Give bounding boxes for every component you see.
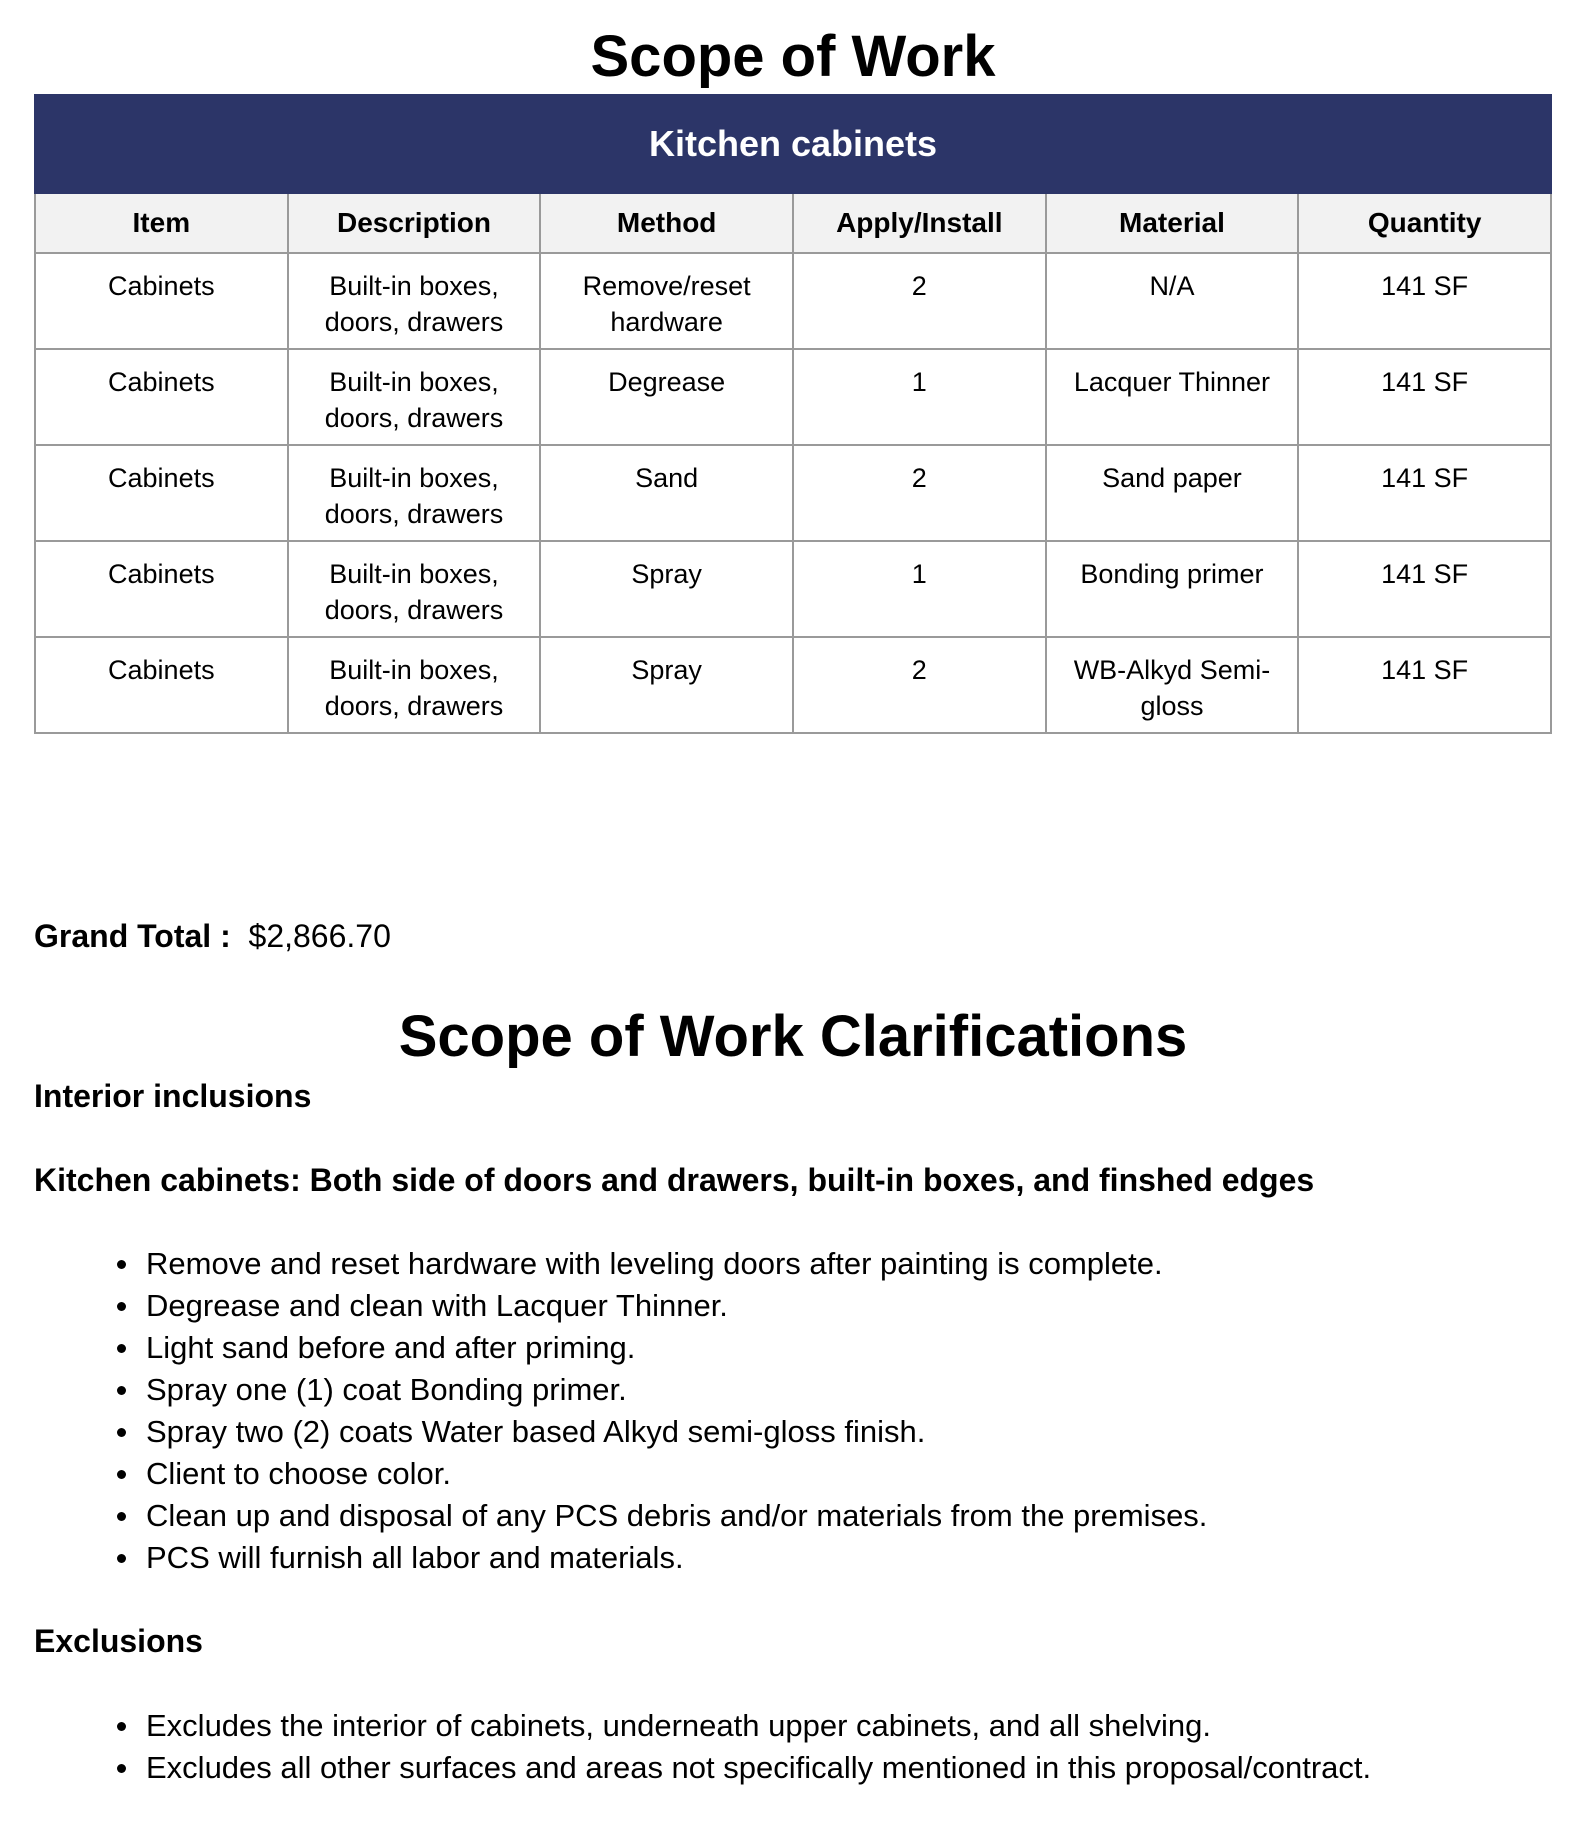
cell-item: Cabinets xyxy=(35,349,288,445)
table-header-row xyxy=(35,193,1551,253)
cell-description: Built-in boxes, doors, drawers xyxy=(288,445,541,541)
cell-material: Bonding primer xyxy=(1046,541,1299,637)
cell-apply-install: 2 xyxy=(793,253,1046,349)
table-row xyxy=(35,541,1551,637)
cell-quantity: 141 SF xyxy=(1298,445,1551,541)
inclusions-list xyxy=(34,1243,1207,1579)
table-row xyxy=(35,253,1551,349)
grand-total xyxy=(34,916,391,956)
table-row xyxy=(35,349,1551,445)
list-item: Client to choose color. xyxy=(146,1453,1207,1495)
kitchen-cabinets-heading: Kitchen cabinets: Both side of doors and drawers, built-in boxes, and finshed edges xyxy=(34,1162,1315,1198)
cell-method: Spray xyxy=(540,637,793,733)
cell-quantity: 141 SF xyxy=(1298,541,1551,637)
cell-quantity: 141 SF xyxy=(1298,349,1551,445)
grand-total-label: Grand Total : xyxy=(34,918,231,954)
column-header-quantity: Quantity xyxy=(1298,193,1551,253)
list-item: Clean up and disposal of any PCS debris and/or materials from the premises. xyxy=(146,1495,1207,1537)
cell-apply-install: 1 xyxy=(793,541,1046,637)
page-title: Scope of Work xyxy=(590,24,996,89)
cell-description: Built-in boxes, doors, drawers xyxy=(288,541,541,637)
column-header-item: Item xyxy=(35,193,288,253)
scope-table xyxy=(34,94,1552,734)
cell-method: Degrease xyxy=(540,349,793,445)
cell-item: Cabinets xyxy=(35,445,288,541)
cell-item: Cabinets xyxy=(35,637,288,733)
cell-method: Remove/reset hardware xyxy=(540,253,793,349)
cell-method: Sand xyxy=(540,445,793,541)
cell-description: Built-in boxes, doors, drawers xyxy=(288,637,541,733)
cell-material: WB-Alkyd Semi-gloss xyxy=(1046,637,1299,733)
list-item: Excludes the interior of cabinets, underneath upper cabinets, and all shelving. xyxy=(146,1705,1371,1747)
cell-apply-install: 2 xyxy=(793,445,1046,541)
column-header-method: Method xyxy=(540,193,793,253)
exclusions-heading: Exclusions xyxy=(34,1623,203,1659)
cell-description: Built-in boxes, doors, drawers xyxy=(288,253,541,349)
column-header-description: Description xyxy=(288,193,541,253)
column-header-apply-install: Apply/Install xyxy=(793,193,1046,253)
list-item: Light sand before and after priming. xyxy=(146,1327,1207,1369)
cell-item: Cabinets xyxy=(35,253,288,349)
cell-description: Built-in boxes, doors, drawers xyxy=(288,349,541,445)
grand-total-value: $2,866.70 xyxy=(248,918,391,954)
cell-apply-install: 1 xyxy=(793,349,1046,445)
cell-material: N/A xyxy=(1046,253,1299,349)
list-item: Degrease and clean with Lacquer Thinner. xyxy=(146,1285,1207,1327)
cell-item: Cabinets xyxy=(35,541,288,637)
table-section-row xyxy=(35,95,1551,193)
list-item: Spray one (1) coat Bonding primer. xyxy=(146,1369,1207,1411)
cell-material: Lacquer Thinner xyxy=(1046,349,1299,445)
clarifications-title: Scope of Work Clarifications xyxy=(398,1004,1188,1069)
list-item: Remove and reset hardware with leveling doors after painting is complete. xyxy=(146,1243,1207,1285)
table-section-title: Kitchen cabinets xyxy=(35,95,1551,193)
list-item: PCS will furnish all labor and materials. xyxy=(146,1537,1207,1579)
table-row xyxy=(35,445,1551,541)
cell-material: Sand paper xyxy=(1046,445,1299,541)
cell-apply-install: 2 xyxy=(793,637,1046,733)
cell-method: Spray xyxy=(540,541,793,637)
cell-quantity: 141 SF xyxy=(1298,637,1551,733)
exclusions-list xyxy=(34,1705,1371,1789)
list-item: Spray two (2) coats Water based Alkyd semi-gloss finish. xyxy=(146,1411,1207,1453)
table-row xyxy=(35,637,1551,733)
cell-quantity: 141 SF xyxy=(1298,253,1551,349)
inclusions-heading: Interior inclusions xyxy=(34,1078,312,1114)
list-item: Excludes all other surfaces and areas not specifically mentioned in this proposal/contract. xyxy=(146,1747,1371,1789)
column-header-material: Material xyxy=(1046,193,1299,253)
